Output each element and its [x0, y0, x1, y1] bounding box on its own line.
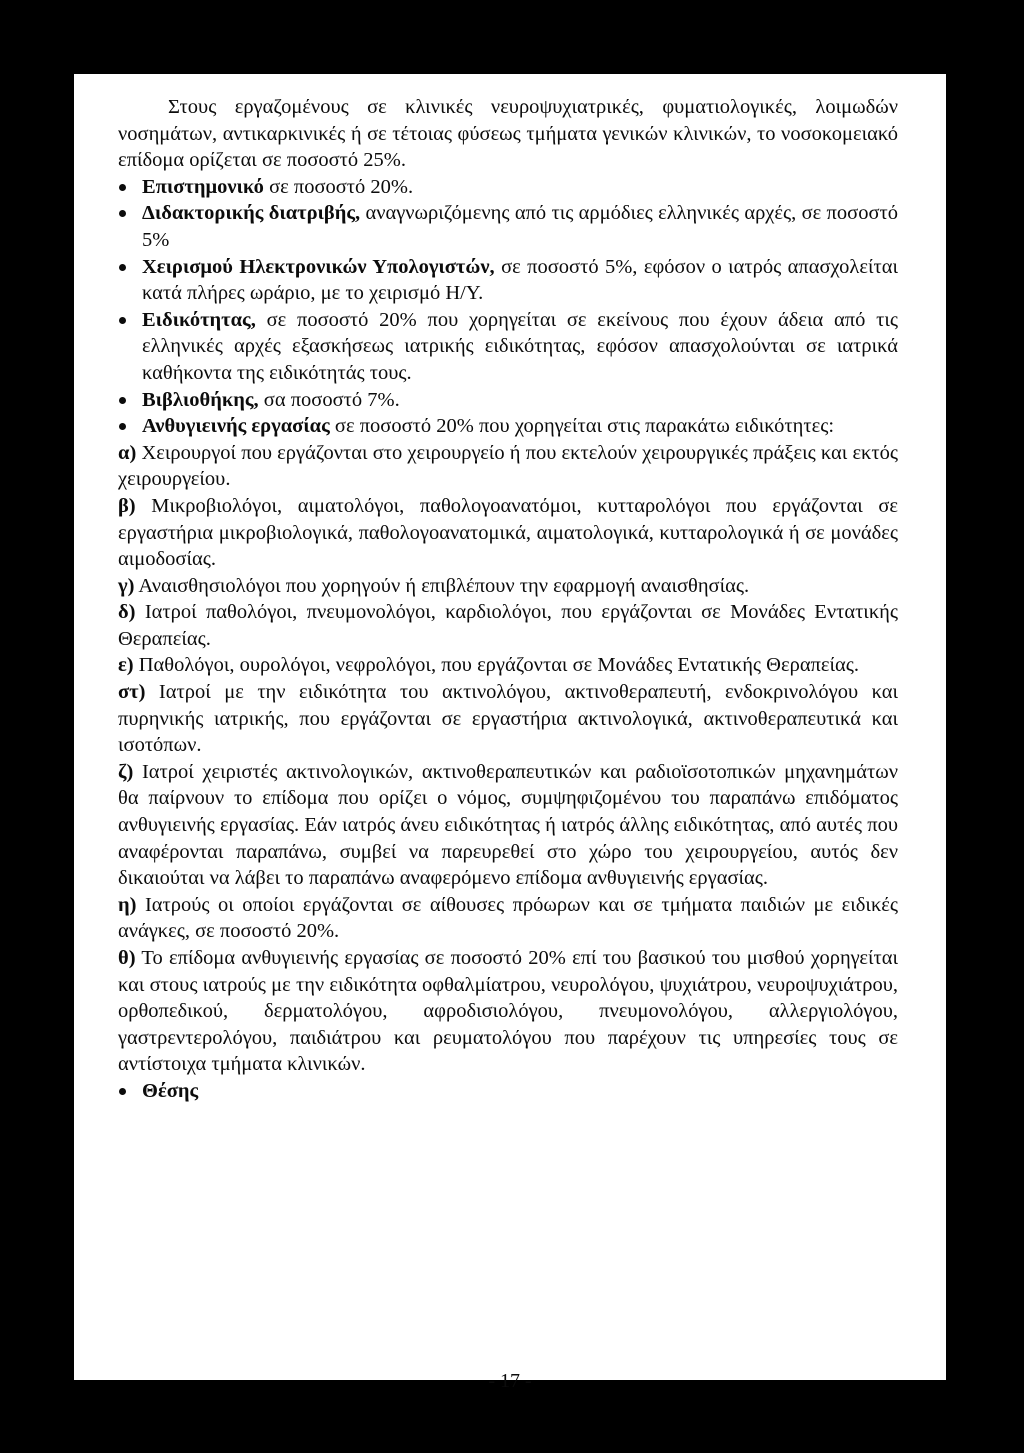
item-marker: β): [118, 494, 136, 517]
bullet-text: σε ποσοστό 20% που χορηγείται στις παρακάτω ειδικότητες:: [329, 415, 835, 438]
bullet-icon: [119, 317, 126, 324]
bullet-item: [118, 307, 898, 387]
bullet-text: σε ποσοστό 20%.: [263, 175, 414, 198]
item-text: Ιατρούς οι οποίοι εργάζονται σε αίθουσες πρόωρων και σε τμήματα παιδιών με ειδικές ανάγκες, σε ποσοστό 20%.: [118, 893, 898, 943]
document-body: [118, 94, 898, 1105]
bullet-heading: Επιστημονικό: [142, 175, 264, 198]
bullet-heading: Θέσης: [142, 1079, 199, 1102]
bullet-item: [118, 1078, 898, 1105]
bullet-item: [118, 413, 898, 440]
item-text: Χειρουργοί που εργάζονται στο χειρουργείο ή που εκτελούν χειρουργικές πράξεις και εκτός χειρουργείου.: [118, 441, 898, 491]
bullet-text: σε ποσοστό 5%, εφόσον ο ιατρός απασχολείται κατά πλήρες ωράριο, με το χειρισμό Η/Υ.: [142, 255, 898, 305]
item-text: Ιατροί με την ειδικότητα του ακτινολόγου, ακτινοθεραπευτή, ενδοκρινολόγου και πυρηνικής ιατρικής, που εργάζονται σε εργαστήρια ακτινολογικά, ακτινοθεραπευτικά και ισοτόπων.: [118, 681, 898, 757]
bullet-icon: [119, 1088, 126, 1095]
bullet-heading: Ανθυγιεινής εργασίας: [142, 415, 330, 438]
item-marker: δ): [118, 601, 136, 624]
item-text: Ιατροί παθολόγοι, πνευμονολόγοι, καρδιολόγοι, που εργάζονται σε Μονάδες Εντατικής Θεραπείας.: [118, 601, 898, 650]
bullet-text: σα ποσοστό 7%.: [258, 388, 400, 411]
bullet-heading: Βιβλιοθήκης,: [142, 388, 259, 411]
item-marker: η): [118, 893, 137, 916]
item-marker: α): [118, 441, 137, 464]
item-text: Μικροβιολόγοι, αιματολόγοι, παθολογοανατόμοι, κυτταρολόγοι που εργάζονται σε εργαστήρια μικροβιολογικά, παθολογοανατομικά, αιματολογικά, κυτταρολογικά ή σε μονάδες αιμοδοσίας.: [118, 494, 898, 571]
bullet-heading: Χειρισμού Ηλεκτρονικών Υπολογιστών,: [142, 255, 495, 278]
bullet-icon: [119, 264, 126, 271]
list-item: [118, 679, 898, 759]
page-number: - 17 -: [488, 1370, 532, 1392]
bullet-item: [118, 174, 898, 201]
list-item: [118, 440, 898, 493]
item-marker: ζ): [118, 760, 134, 783]
bullet-icon: [119, 423, 126, 430]
intro-paragraph: Στους εργαζομένους σε κλινικές νευροψυχιατρικές, φυματιολογικές, λοιμωδών νοσημάτων, αντικαρκινικές ή σε τέτοιας φύσεως τμήματα γενικών κλινικών, το νοσοκομειακό επίδομα ορίζεται σε ποσοστό 25%.: [118, 96, 898, 172]
item-text: Αναισθησιολόγοι που χορηγούν ή επιβλέπουν την εφαρμογή αναισθησίας.: [134, 574, 750, 597]
item-marker: γ): [118, 574, 135, 597]
item-text: Ιατροί χειριστές ακτινολογικών, ακτινοθεραπευτικών και ραδιοϊσοτοπικών μηχανημάτων θα παίρνουν το επίδομα που ορίζει ο νόμος, συμψηφιζομένου του παραπάνω επιδόματος ανθυγιεινής εργασίας. Εάν ιατρός άνευ ειδικότητας ή ιατρός άλλης ειδικότητας, από αυτές που αναφέρονται παραπάνω, συμβεί να παρευρεθεί στο χώρο του χειρουργείου, αυτός δεν δικαιούται να λάβει το παραπάνω αναφερόμενο επίδομα ανθυγιεινής εργασίας.: [118, 760, 898, 890]
item-text: Παθολόγοι, ουρολόγοι, νεφρολόγοι, που εργάζονται σε Μονάδες Εντατικής Θεραπείας.: [133, 654, 860, 677]
bullet-item: [118, 387, 898, 414]
bullet-item: [118, 254, 898, 307]
bullet-text: αναγνωριζόμενης από τις αρμόδιες ελληνικές αρχές, σε ποσοστό 5%: [142, 202, 898, 251]
list-item: [118, 759, 898, 892]
document-page: [74, 74, 946, 1392]
item-marker: ε): [118, 654, 134, 677]
item-marker: θ): [118, 947, 136, 969]
bullet-item: [118, 200, 898, 253]
bullet-heading: Ειδικότητας,: [142, 308, 256, 331]
list-item: [118, 573, 898, 600]
item-marker: στ): [118, 681, 146, 704]
bullet-icon: [119, 397, 126, 404]
bullet-icon: [119, 210, 126, 217]
bullet-icon: [119, 184, 126, 191]
list-item: [118, 652, 898, 679]
list-item: [118, 493, 898, 573]
bullet-text: σε ποσοστό 20% που χορηγείται σε εκείνους που έχουν άδεια από τις ελληνικές αρχές εξασκήσεως ιατρικής ειδικότητας, εφόσον απασχολούνται σε ιατρικά καθήκοντα της ειδικότητάς τους.: [142, 308, 898, 384]
list-item: [118, 599, 898, 652]
list-item: [118, 892, 898, 945]
list-item: [118, 945, 898, 1078]
item-text: Το επίδομα ανθυγιεινής εργασίας σε ποσοστό 20% επί του βασικού του μισθού χορηγείται και στους ιατρούς με την ειδικότητα οφθαλμίατρου, νευρολόγου, ψυχιάτρου, νευροψυχιάτρου, ορθοπεδικού, δερματολόγου, αφροδισιολόγου, πνευμονολόγου, αλλεργιολόγου, γαστρεντερολόγου, παιδιάτρου και ρευματολόγου που παρέχουν τις υπηρεσίες τους σε αντίστοιχα τμήματα κλινικών.: [118, 947, 898, 1076]
bullet-heading: Διδακτορικής διατριβής,: [142, 202, 361, 225]
